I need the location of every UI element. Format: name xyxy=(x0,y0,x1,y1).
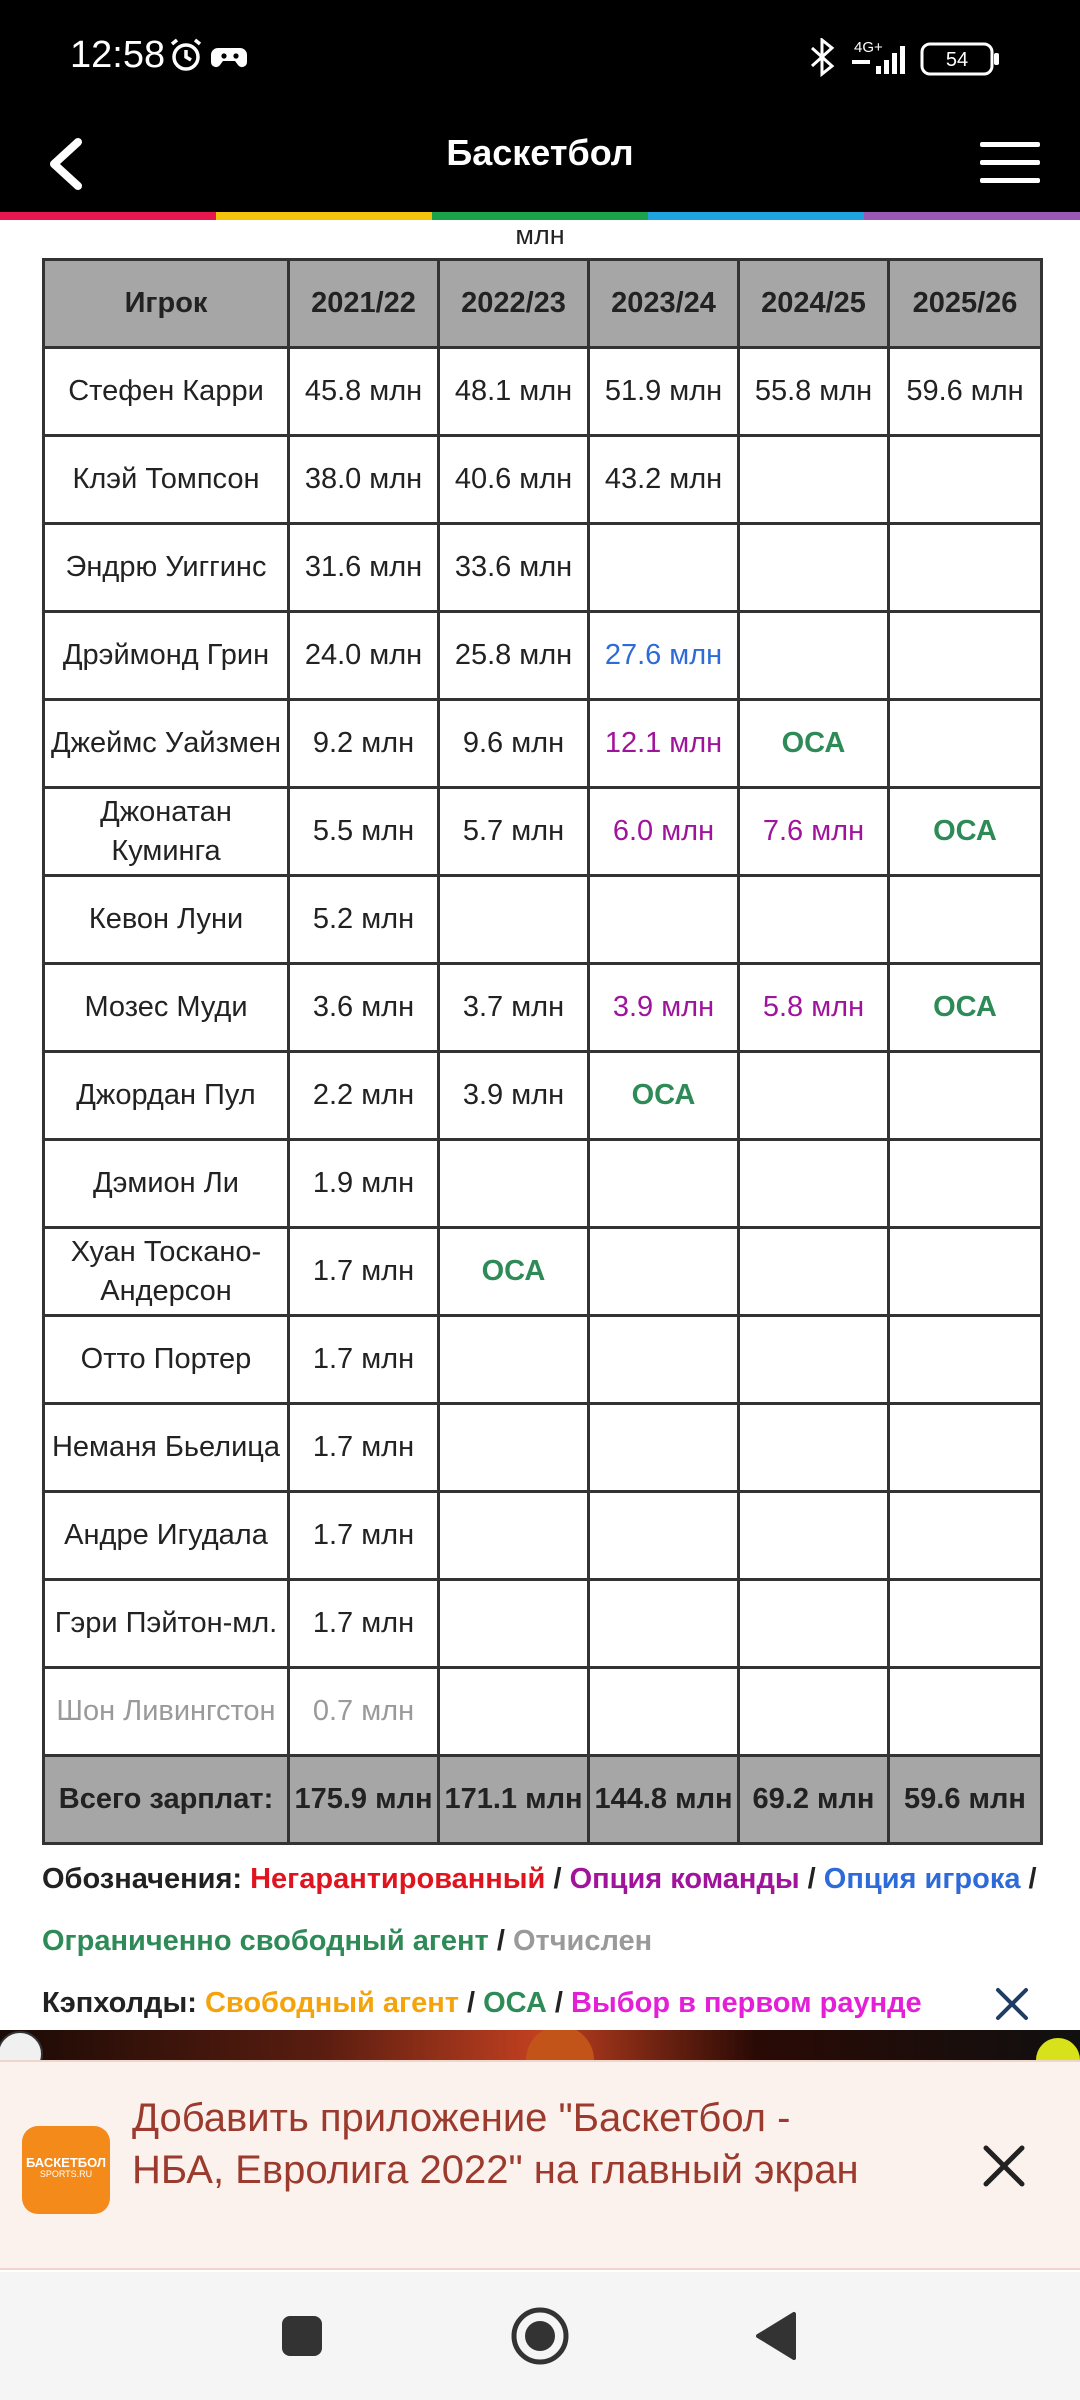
header-season: 2023/24 xyxy=(589,260,739,348)
total-cell: 59.6 млн xyxy=(889,1756,1042,1844)
salary-cell xyxy=(739,524,889,612)
salary-cell xyxy=(439,1316,589,1404)
battery-icon xyxy=(922,44,999,74)
home-circle-icon xyxy=(514,2310,566,2362)
salary-cell: 3.7 млн xyxy=(439,964,589,1052)
salary-cell-player-option: 27.6 млн xyxy=(589,612,739,700)
player-name: Мозес Муди xyxy=(44,964,289,1052)
player-name: Джеймс Уайзмен xyxy=(44,700,289,788)
total-cell: 175.9 млн xyxy=(289,1756,439,1844)
salary-cell xyxy=(439,1404,589,1492)
salary-cell-team-option: 7.6 млн xyxy=(739,788,889,876)
legend-separator: / xyxy=(458,1987,484,2019)
salary-cell xyxy=(889,436,1042,524)
salary-cell: 5.7 млн xyxy=(439,788,589,876)
salary-cell-waived: 0.7 млн xyxy=(289,1668,439,1756)
salary-cell xyxy=(589,1668,739,1756)
salary-cell xyxy=(739,1140,889,1228)
salary-cell-rfa: ОСА xyxy=(739,700,889,788)
game-controller-icon xyxy=(211,48,247,67)
player-name: Дрэймонд Грин xyxy=(44,612,289,700)
salary-cell-team-option: 3.9 млн xyxy=(589,964,739,1052)
table-row xyxy=(44,1668,1042,1756)
triangle-back-icon xyxy=(758,2314,794,2358)
battery-level: 54 xyxy=(945,49,969,71)
caps-label: Кэпхолды: xyxy=(42,1987,197,2019)
salary-cell: 1.7 млн xyxy=(289,1316,439,1404)
app-logo xyxy=(22,2126,110,2214)
web-content[interactable] xyxy=(0,220,1080,2030)
player-name: Эндрю Уиггинс xyxy=(44,524,289,612)
salary-cell xyxy=(889,1580,1042,1668)
header-season: 2022/23 xyxy=(439,260,589,348)
table-row xyxy=(44,348,1042,436)
player-name: Стефен Карри xyxy=(44,348,289,436)
table-row xyxy=(44,788,1042,876)
salary-cell: 3.6 млн xyxy=(289,964,439,1052)
salary-cell-rfa: ОСА xyxy=(589,1052,739,1140)
status-icons-left xyxy=(168,38,248,77)
table-row xyxy=(44,1492,1042,1580)
salary-cell: 40.6 млн xyxy=(439,436,589,524)
status-bar xyxy=(0,0,1080,118)
bluetooth-icon xyxy=(812,40,832,74)
salary-cell: 2.2 млн xyxy=(289,1052,439,1140)
salary-cell: 33.6 млн xyxy=(439,524,589,612)
salary-cell: 31.6 млн xyxy=(289,524,439,612)
alarm-icon xyxy=(172,40,200,69)
salary-cell: 43.2 млн xyxy=(589,436,739,524)
rainbow-strip xyxy=(0,212,1080,220)
player-name: Андре Игудала xyxy=(44,1492,289,1580)
legend xyxy=(42,1848,1042,1972)
salary-cell: 1.7 млн xyxy=(289,1580,439,1668)
salary-cell-rfa: ОСА xyxy=(439,1228,589,1316)
hamburger-menu-icon xyxy=(980,142,1040,183)
salary-cell: 1.7 млн xyxy=(289,1492,439,1580)
salary-cell xyxy=(739,1052,889,1140)
salary-cell xyxy=(889,1404,1042,1492)
salary-cell xyxy=(889,1228,1042,1316)
salary-cell xyxy=(889,612,1042,700)
player-name: Хуан Тоскано-Андерсон xyxy=(44,1228,289,1316)
salary-cell: 9.6 млн xyxy=(439,700,589,788)
total-cell: 69.2 млн xyxy=(739,1756,889,1844)
salary-cell: 51.9 млн xyxy=(589,348,739,436)
app-logo-text: БАСКЕТБОЛ xyxy=(25,2155,107,2170)
player-name: Неманя Бьелица xyxy=(44,1404,289,1492)
salary-cell: 5.5 млн xyxy=(289,788,439,876)
salary-cell-rfa: ОСА xyxy=(889,964,1042,1052)
rainbow-segment xyxy=(0,212,216,220)
salary-cell: 38.0 млн xyxy=(289,436,439,524)
salary-cell xyxy=(589,876,739,964)
salary-cell: 9.2 млн xyxy=(289,700,439,788)
salary-cell xyxy=(589,1140,739,1228)
table-row xyxy=(44,1140,1042,1228)
salary-cell xyxy=(439,1580,589,1668)
salary-cell-team-option: 6.0 млн xyxy=(589,788,739,876)
table-header-row xyxy=(44,260,1042,348)
salary-cell xyxy=(739,1492,889,1580)
salary-cell xyxy=(739,1228,889,1316)
navigation-bar xyxy=(0,2272,1080,2400)
legend-separator: / xyxy=(1020,1863,1037,1895)
salary-cell xyxy=(439,876,589,964)
table-row xyxy=(44,964,1042,1052)
table-row xyxy=(44,524,1042,612)
player-name: Джордан Пул xyxy=(44,1052,289,1140)
salary-cell xyxy=(589,1492,739,1580)
cap-holds-legend xyxy=(42,1972,1042,2030)
salary-cell xyxy=(589,1404,739,1492)
home-button[interactable] xyxy=(510,2306,570,2366)
salary-cell xyxy=(889,524,1042,612)
table-row xyxy=(44,700,1042,788)
caps-free-agent: Свободный агент xyxy=(204,1987,459,2019)
salary-cell: 59.6 млн xyxy=(889,348,1042,436)
rainbow-segment xyxy=(864,212,1080,220)
caps-rfa: ОСА xyxy=(483,1987,547,2019)
close-icon xyxy=(998,1990,1026,2018)
app-logo-subtext: SPORTS.RU xyxy=(39,2169,93,2180)
salary-cell xyxy=(739,1580,889,1668)
menu-button[interactable] xyxy=(978,130,1042,194)
salary-cell xyxy=(739,436,889,524)
salary-cell: 24.0 млн xyxy=(289,612,439,700)
header-season: 2024/25 xyxy=(739,260,889,348)
add-to-home-banner[interactable] xyxy=(0,2060,1080,2270)
table-row xyxy=(44,436,1042,524)
salary-cell xyxy=(589,1228,739,1316)
salary-cell xyxy=(739,1404,889,1492)
legend-non-guaranteed: Негарантированный xyxy=(250,1863,546,1895)
table-row xyxy=(44,1228,1042,1316)
player-name: Кевон Луни xyxy=(44,876,289,964)
legend-separator: / xyxy=(546,1987,572,2019)
salary-cell xyxy=(439,1140,589,1228)
salary-cell: 25.8 млн xyxy=(439,612,589,700)
salary-cell xyxy=(589,1580,739,1668)
salary-cell xyxy=(889,1668,1042,1756)
square-recents-icon[interactable] xyxy=(282,2316,322,2356)
salary-cell: 55.8 млн xyxy=(739,348,889,436)
totals-label: Всего зарплат: xyxy=(44,1756,289,1844)
total-cell: 144.8 млн xyxy=(589,1756,739,1844)
legend-separator: / xyxy=(545,1863,570,1895)
rainbow-segment xyxy=(216,212,432,220)
legend-waived: Отчислен xyxy=(512,1925,653,1957)
salary-cell xyxy=(439,1668,589,1756)
salary-cell xyxy=(739,612,889,700)
rainbow-segment xyxy=(432,212,648,220)
player-name: Дэмион Ли xyxy=(44,1140,289,1228)
table-row xyxy=(44,1052,1042,1140)
totals-row xyxy=(44,1756,1042,1844)
legend-label: Обозначения: xyxy=(42,1863,243,1895)
player-name: Клэй Томпсон xyxy=(44,436,289,524)
salary-cell xyxy=(889,1492,1042,1580)
legend-player-option: Опция игрока xyxy=(823,1863,1021,1895)
player-name: Отто Портер xyxy=(44,1316,289,1404)
page-title: Баскетбол xyxy=(446,132,634,173)
salary-cell xyxy=(739,876,889,964)
salary-cell: 1.9 млн xyxy=(289,1140,439,1228)
player-name-waived: Шон Ливингстон xyxy=(44,1668,289,1756)
salary-cell: 48.1 млн xyxy=(439,348,589,436)
legend-rfa: Ограниченно свободный агент xyxy=(42,1925,489,1957)
legend-team-option: Опция команды xyxy=(569,1863,800,1895)
salary-cell: 1.7 млн xyxy=(289,1404,439,1492)
rainbow-segment xyxy=(648,212,864,220)
table-row xyxy=(44,1316,1042,1404)
status-icons-right xyxy=(810,38,1010,83)
salary-cell: 1.7 млн xyxy=(289,1228,439,1316)
nav-back-button[interactable] xyxy=(754,2310,798,2362)
cut-off-text: млн xyxy=(515,220,565,250)
salary-cell: 3.9 млн xyxy=(439,1052,589,1140)
network-type: 4G+ xyxy=(854,39,883,56)
player-name: Гэри Пэйтон-мл. xyxy=(44,1580,289,1668)
salary-table xyxy=(42,258,1043,1845)
legend-separator: / xyxy=(488,1925,513,1957)
total-cell: 171.1 млн xyxy=(439,1756,589,1844)
app-bar xyxy=(0,118,1080,212)
salary-cell-team-option: 12.1 млн xyxy=(589,700,739,788)
salary-cell xyxy=(739,1668,889,1756)
install-close-button[interactable] xyxy=(978,2140,1030,2192)
table-row xyxy=(44,1404,1042,1492)
salary-cell xyxy=(889,1052,1042,1140)
legend-separator: / xyxy=(799,1863,824,1895)
salary-cell xyxy=(439,1492,589,1580)
salary-cell xyxy=(589,524,739,612)
salary-cell xyxy=(739,1316,889,1404)
salary-cell xyxy=(889,1316,1042,1404)
close-icon xyxy=(986,2148,1022,2184)
table-row xyxy=(44,1580,1042,1668)
salary-cell xyxy=(889,1140,1042,1228)
header-player: Игрок xyxy=(44,260,289,348)
salary-cell-rfa: ОСА xyxy=(889,788,1042,876)
table-row xyxy=(44,612,1042,700)
player-name: Джонатан Куминга xyxy=(44,788,289,876)
install-prompt-text[interactable]: Добавить приложение "Баскетбол - НБА, Евролига 2022" на главный экран xyxy=(132,2096,859,2192)
ad-close-button[interactable] xyxy=(990,1982,1034,2026)
salary-cell: 45.8 млн xyxy=(289,348,439,436)
clock: 12:58 xyxy=(70,34,166,76)
salary-cell-team-option: 5.8 млн xyxy=(739,964,889,1052)
salary-cell: 5.2 млн xyxy=(289,876,439,964)
salary-cell xyxy=(889,700,1042,788)
salary-cell xyxy=(889,876,1042,964)
salary-cell xyxy=(589,1316,739,1404)
caps-first-round-pick: Выбор в первом раунде xyxy=(571,1987,922,2019)
table-row xyxy=(44,876,1042,964)
header-season: 2025/26 xyxy=(889,260,1042,348)
header-season: 2021/22 xyxy=(289,260,439,348)
